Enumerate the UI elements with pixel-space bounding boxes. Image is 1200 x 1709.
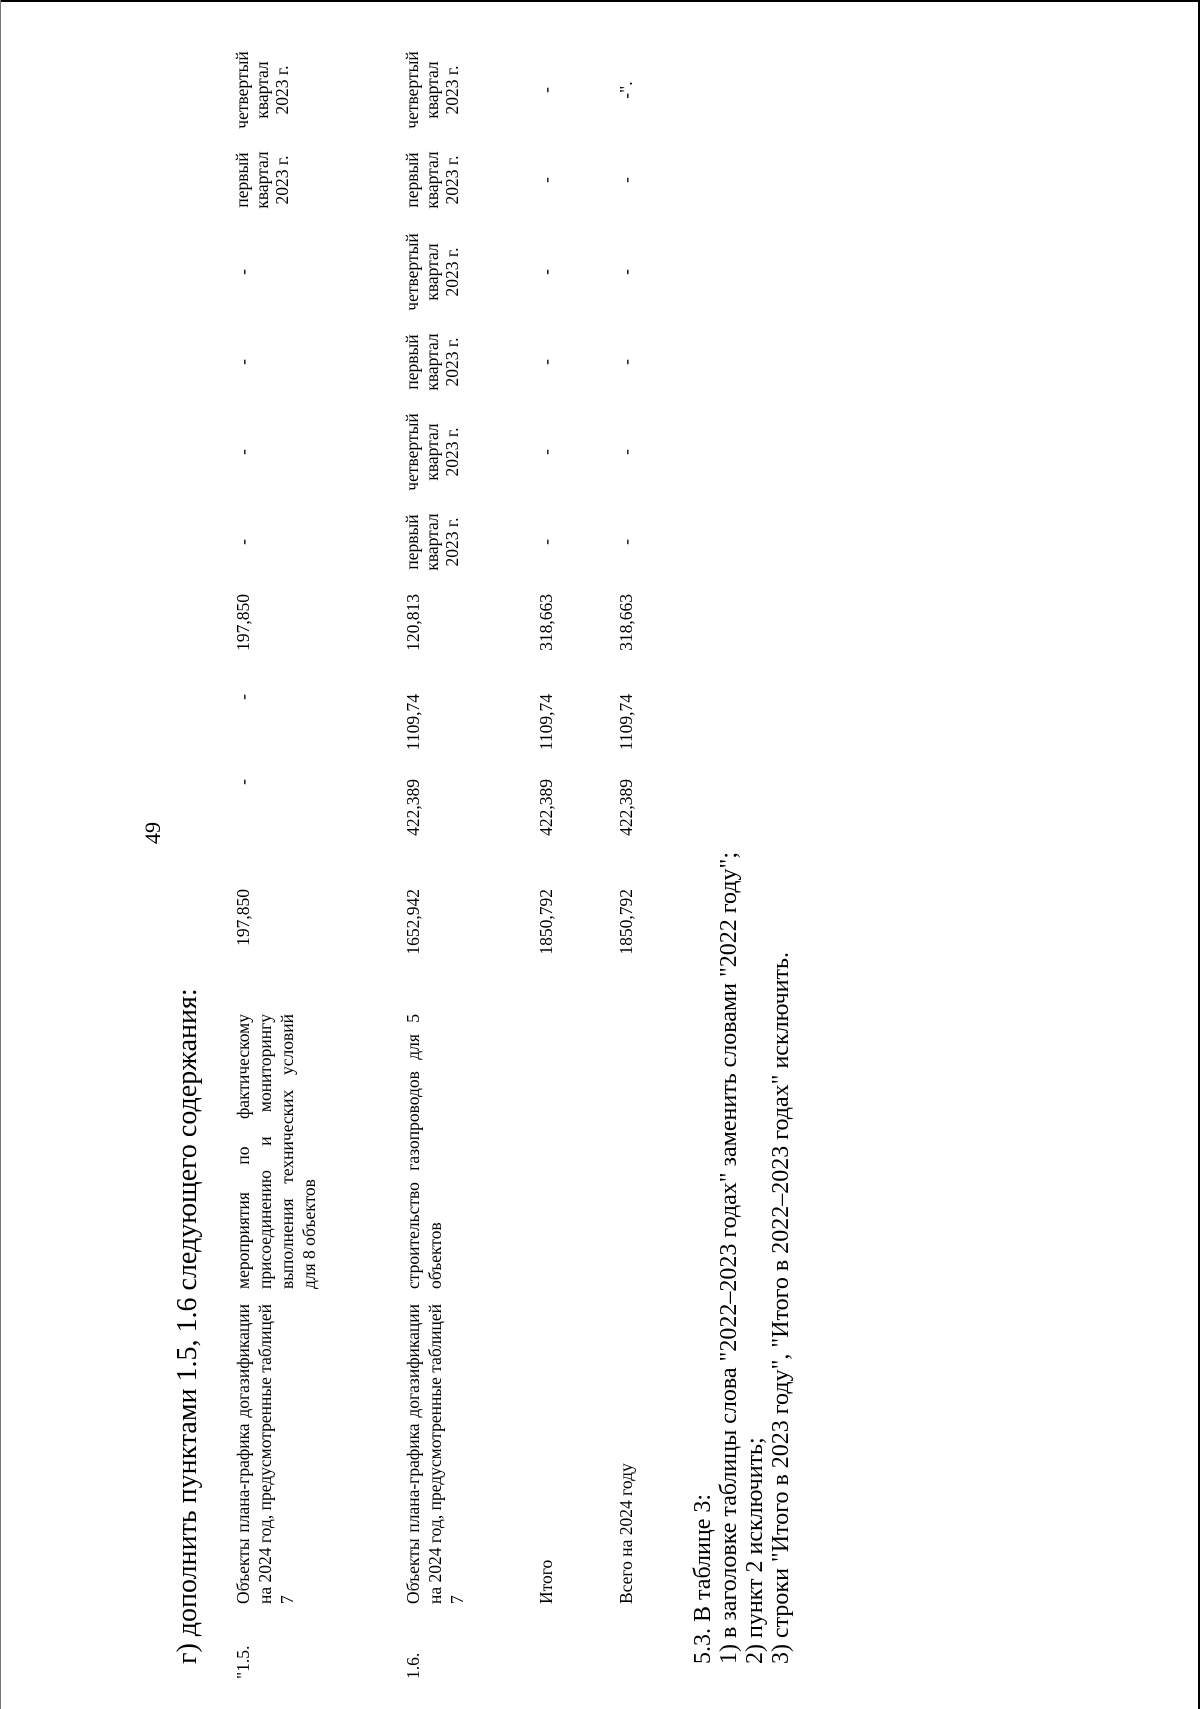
row-work-description: строительство газопроводов для 5 объектов <box>403 1014 445 1289</box>
row-value: 422,389 <box>536 779 556 836</box>
row-quarter: - <box>233 269 253 275</box>
row-quarter: первый квартал 2023 г. <box>232 151 292 209</box>
row-value: 197,850 <box>233 889 253 946</box>
row-value: 197,850 <box>233 594 253 651</box>
row-quarter: четвертый квартал 2023 г. <box>402 233 462 311</box>
row-value: 318,663 <box>616 594 636 651</box>
row-quarter: четвертый квартал 2023 г. <box>402 413 462 491</box>
section-item: 3) строки "Итого в 2023 году", "Итого в 2022–2023 годах" исключить. <box>768 952 794 1664</box>
row-value: - <box>233 779 253 785</box>
row-quarter: - <box>233 539 253 545</box>
rotated-page-content <box>60 44 1140 1684</box>
row-quarter: - <box>536 177 556 183</box>
row-quarter: -". <box>616 81 636 99</box>
row-work-description: мероприятия по фактическому присоединению и мониторингу выполнения технических условий для 8 объектов <box>233 1014 319 1289</box>
row-quarter: - <box>536 539 556 545</box>
row-quarter: первый квартал 2023 г. <box>402 151 462 209</box>
row-object-name: Всего на 2024 году <box>616 1463 636 1604</box>
row-value: 422,389 <box>616 779 636 836</box>
row-quarter: - <box>616 359 636 365</box>
row-value: 1109,74 <box>616 694 636 751</box>
section-item: 1) в заголовке таблицы слова "2022–2023 годах" заменить словами "2022 году"; <box>716 851 742 1664</box>
row-value: 318,663 <box>536 594 556 651</box>
row-quarter: - <box>616 449 636 455</box>
row-quarter: первый квартал 2023 г. <box>402 513 462 571</box>
row-value: 1109,74 <box>536 694 556 751</box>
row-value: 1850,792 <box>536 889 556 955</box>
row-number: 1.6. <box>403 1652 423 1679</box>
row-value: 1109,74 <box>403 694 423 751</box>
row-quarter: - <box>536 87 556 93</box>
row-value: - <box>233 694 253 700</box>
row-object-name: Объекты плана-графика догазификации на 2024 год, предусмотренные таблицей 7 <box>233 1304 297 1604</box>
section-5-3 <box>690 852 794 1664</box>
row-value: 120,813 <box>403 594 423 651</box>
row-number: "1.5. <box>233 1645 253 1679</box>
scan-left-edge <box>0 0 1 1709</box>
row-value: 1652,942 <box>403 889 423 955</box>
row-value: 422,389 <box>403 779 423 836</box>
row-object-name: Объекты плана-графика догазификации на 2024 год, предусмотренные таблицей 7 <box>403 1304 467 1604</box>
row-object-name: Итого <box>536 1559 556 1604</box>
scan-top-edge <box>0 0 1200 2</box>
row-quarter: - <box>233 449 253 455</box>
row-quarter: - <box>536 359 556 365</box>
row-value: 1850,792 <box>616 889 636 955</box>
row-quarter: - <box>616 269 636 275</box>
row-quarter: четвертый квартал 2023 г. <box>232 51 292 129</box>
row-quarter: четвертый квартал 2023 г. <box>402 51 462 129</box>
row-quarter: - <box>536 449 556 455</box>
row-quarter: - <box>536 269 556 275</box>
row-quarter: первый квартал 2023 г. <box>402 333 462 391</box>
row-quarter: - <box>616 539 636 545</box>
row-quarter: - <box>233 359 253 365</box>
section-heading: 5.3. В таблице 3: <box>690 1493 716 1664</box>
section-item: 2) пункт 2 исключить; <box>742 1437 768 1664</box>
page-number: 49 <box>140 822 165 844</box>
intro-text: г) дополнить пунктами 1.5, 1.6 следующего содержания: <box>172 988 203 1664</box>
row-quarter: - <box>616 177 636 183</box>
